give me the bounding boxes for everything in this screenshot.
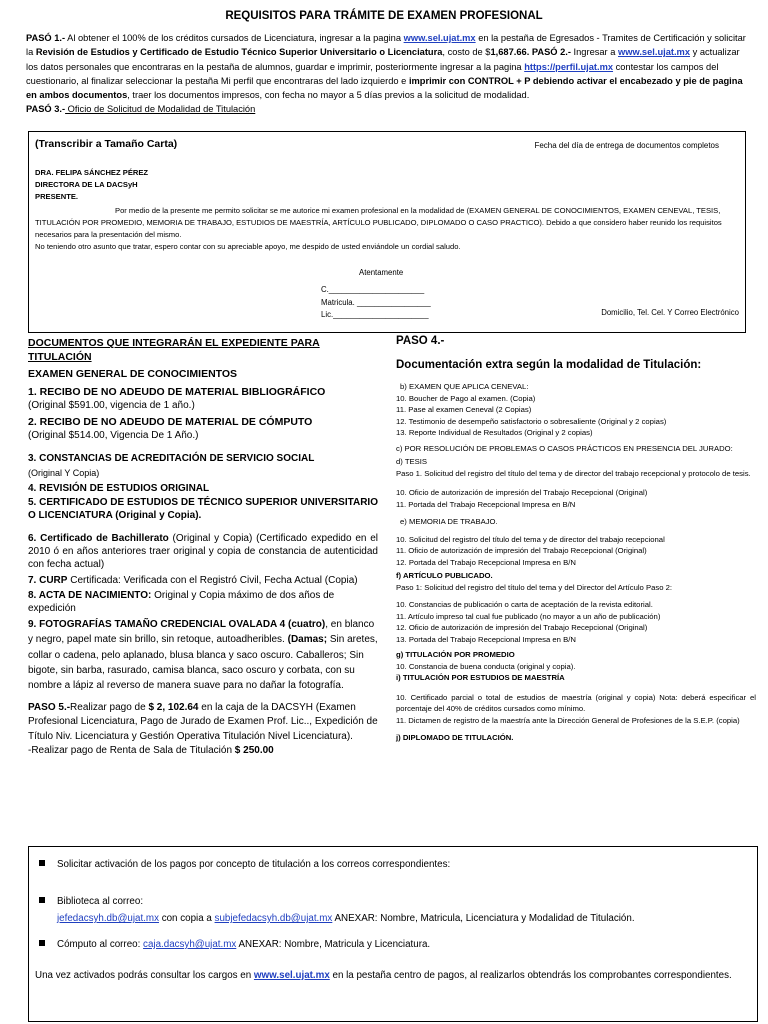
diplomado-title: j) DIPLOMADO DE TITULACIÓN. [396,733,514,742]
addressee-name: DRA. FELIPA SÁNCHEZ PÉREZ [35,168,149,177]
biblioteca-anexar-text: ANEXAR: Nombre, Matricula, Licenciatura y Modalidad de Titulación. [332,913,635,924]
paso1-text-c: , costo de $ [442,47,491,58]
item-4-title: 4. REVISIÓN DE ESTUDIOS ORIGINAL [28,483,210,495]
item-8 [28,589,378,615]
paso1-end: . [526,47,530,58]
item-3-title: 3. CONSTANCIAS DE ACREDITACIÓN DE SERVICIO SOCIAL [28,453,315,465]
final-note-text-b: en la pestaña centro de pagos, al realizarlos obtendrás los comprobantes correspondientes. [329,970,732,981]
maestria-item-10: 10. Certificado parcial o total de estudios de maestría (original y copia) Nota: deberá especificar el porcentaje del 40% de créditos cursados como mínimo. [396,692,756,713]
ceneval-title: b) EXAMEN QUE APLICA CENEVAL: [400,382,529,391]
sel-ujat-link[interactable]: www.sel.ujat.mx [403,33,476,43]
paso1-bold: Revisión de Estudios y Certificado de Estudio Técnico Superior Universitario o Licenciatura [35,47,443,58]
computo-anexar-text: ANEXAR: Nombre, Matricula y Licenciatura. [236,939,431,950]
letter-body [35,205,735,253]
item-7-text: Certificada: Verificada con el Registró Civil, Fecha Actual (Copia) [67,574,358,586]
final-note-text-a: Una vez activados podrás consultar los cargos en [35,970,254,981]
letter-body-paragraph-2: No teniendo otro asunto que tratar, espero contar con su apreciable apoyo, me despido de usted enviándole un cordial saludo. [35,242,461,251]
tesis-title: d) TESIS [396,457,428,466]
payment-activation-box [28,846,758,1022]
final-note [35,965,751,987]
intro-steps [26,31,746,117]
letter-atentamente: Atentamente [359,268,404,277]
biblioteca-email-link[interactable]: jefedacsyh.db@ujat.mx [57,913,159,924]
paso5-text-a: Realizar pago de [70,702,149,714]
articulo-title: f) ARTÍCULO PUBLICADO. [396,571,493,580]
item-9-text-b: Sin aretes, collar o cadena, pelo aplanado, blusa blanca y saco oscuro. Caballeros; Sin bigote, sin barba, rasurado, camisa blanca, saco oscuro y corbata, con su nombre a lápiz al reverso de manera suave para no dañar la fotografía. [28,634,378,692]
expediente-heading: DOCUMENTOS QUE INTEGRARÁN EL EXPEDIENTE PARA TITULACIÓN [28,337,320,363]
paso1-text-a: Al obtener el 100% de los créditos cursados de Licenciatura, ingresar a la pagina [65,33,404,43]
paso5 [28,701,378,758]
memoria-item-10: 10. Solicitud del registro del título del tema y de director del trabajo recepcional [396,534,665,544]
tesis-paso-1: Paso 1. Solicitud del registro del título del tema y de director del trabajo recepcional y protocolo de tesis. [396,468,751,478]
sel-ujat-link-2[interactable]: www.sel.ujat.mx [618,47,690,58]
item-9 [28,617,378,693]
maestria-item-11: 11. Dictamen de registro de la maestría ante la Dirección General de Profesiones de la S.E.P. (copia) [396,715,740,725]
memoria-item-12: 12. Portada del Trabajo Recepcional Impresa en B/N [396,557,576,567]
item-6-title: 6. Certificado de Bachillerato [28,533,169,545]
tesis-item-11: 11. Portada del Trabajo Recepcional Impresa en B/N [396,499,576,509]
articulo-item-11: 11. Artículo impreso tal cual fue publicado (no mayor a un año de publicación) [396,611,661,621]
computo-label: Cómputo al correo: [57,939,144,950]
letter-signature-lines [321,284,431,322]
paso3-text: Oficio de Solicitud de Modalidad de Titulación [65,104,256,115]
perfil-ujat-link[interactable]: https://perfil.ujat.mx [524,61,614,72]
ceneval-item-11: 11. Pase al examen Ceneval (2 Copias) [396,405,532,414]
letter-addressee [35,167,148,203]
paso2-bold: imprimir con CONTROL + P debiendo activar el encabezado y pie de pagina en ambos documentos [26,75,743,101]
expediente-subheading: EXAMEN GENERAL DE CONOCIMIENTOS [28,368,238,380]
modalidad-heading: Documentación extra según la modalidad de Titulación: [396,358,702,371]
paso2-text-b: y actualizar los datos personales que encontraras en la pestaña de alumnos, guardar e imprimir, posteriormente ingresar a la pagina [26,47,740,72]
paso2-label: PASÓ 2.- [529,47,571,58]
item-9-title: 9. FOTOGRAFÍAS TAMAÑO CREDENCIAL OVALADA 4 (cuatro) [28,619,326,631]
sign-name-line: C.______________________ [321,285,425,294]
item-3-text: (Original Y Copia) [28,468,100,479]
letter-title: (Transcribir a Tamaño Carta) [35,138,178,150]
articulo-item-10: 10. Constancias de publicación o carta de aceptación de la revista editorial. [396,600,653,609]
item-8-title: 8. ACTA DE NACIMIENTO: [28,589,152,601]
item-2-text: (Original $514.00, Vigencia De 1 Año.) [28,429,199,441]
articulo-paso-1: Paso 1: Solicitud del registro del título del tema y del Director del Artículo Paso 2: [396,582,673,592]
paso5-text-b: en la caja de la DACSYH (Examen Profesional Licenciatura, Pago de Jurado de Examen Prof. Lic.., Expedición de Título Niv. Licenciatura y Gestión Operativa Titulación Nivel Licenciatura). [28,702,378,742]
expediente-documents [28,336,378,758]
activation-item-request [39,859,450,870]
biblioteca-copy-email-link[interactable]: subjefedacsyh.db@ujat.mx [214,913,333,924]
sign-matricula-line: Matricula. _________________ [321,297,431,307]
maestria-title: i) TITULACIÓN POR ESTUDIOS DE MAESTRÍA [396,673,565,682]
item-6-text: (Original y Copia) (Certificado expedido en el 2010 ó en años anteriores traer original y copia de constancia de autenticidad con fecha actual) [28,533,378,571]
ceneval-item-13: 13. Reporte Individual de Resultados (Original y 2 copias) [396,428,593,437]
paso5-renta-amount: $ 250.00 [234,744,274,756]
bullet-icon [39,897,45,903]
computo-email-link[interactable]: caja.dacsyh@ujat.mx [143,939,237,950]
page-title: REQUISITOS PARA TRÁMITE DE EXAMEN PROFESIONAL [225,10,543,22]
paso2-text-d: , traer los documentos impresos, con fecha no mayor a 5 días previos a la solicitud de modalidad. [127,90,530,101]
promedio-item-10: 10. Constancia de buena conducta (original y copia). [396,661,576,671]
paso5-label: PASO 5.- [28,702,71,714]
paso2-text-a: Ingresar a [570,47,618,58]
biblioteca-copy-text: con copia a [158,913,215,924]
biblioteca-label: Biblioteca al correo: [57,896,144,907]
bullet-icon [39,940,45,946]
item-1-title: 1. RECIBO DE NO ADEUDO DE MATERIAL BIBLIOGRÁFICO [28,386,326,399]
paso5-amount: $ 2, 102.64 [148,702,199,714]
item-5-title: 5. CERTIFICADO DE ESTUDIOS DE TÉCNICO SUPERIOR UNIVERSITARIO O LICENCIATURA (Original y Copia). [28,496,378,521]
addressee-role: DIRECTORA DE LA DACSyH [35,180,138,189]
addressee-presente: PRESENTE. [35,192,79,201]
bullet-icon [39,860,45,866]
item-1-text: (Original $591.00, vigencia de 1 año.) [28,400,195,412]
ceneval-item-10: 10. Boucher de Pago al examen. (Copia) [396,393,536,403]
memoria-title: e) MEMORIA DE TRABAJO. [400,517,498,526]
letter-body-paragraph-1: Por medio de la presente me permito solicitar se me autorice mi examen profesional en la modalidad de (EXAMEN GENERAL DE CONOCIMIENTOS, EXAMEN CENEVAL, TESIS, TITULACIÓN POR PROMEDIO, MEMORIA DE TRABAJO, ESTUDIOS DE MAESTRÍA, ARTÍCULO PUBLICADO, DIPLOMADO O CASO PRACTICO). Debido a que considero haber reunido los requisitos necesarios para la presentación del mismo. [35,206,722,239]
letter-date: Fecha del día de entrega de documentos completos [534,141,719,150]
paso5-renta: -Realizar pago de Renta de Sala de Titulación [28,744,235,756]
ceneval-item-12: 12. Testimonio de desempeño satisfactorio o sobresaliente (Original y 2 copias) [396,416,667,426]
promedio-title: g) TITULACIÓN POR PROMEDIO [396,650,515,659]
item-8-text: Original y Copia máximo de dos años de expedición [28,589,335,615]
activation-item-computo [39,939,430,950]
item-7 [28,574,378,587]
paso1-cost: 1,687.66 [490,47,527,58]
paso1-text-b: en la pestaña de Egresados - Tramites de Certificación y solicitar la [26,33,746,58]
tesis-item-10: 10. Oficio de autorización de impresión del Trabajo Recepcional (Original) [396,488,648,497]
articulo-item-13: 13. Portada del Trabajo Recepcional Impresa en B/N [396,634,576,644]
modalidad-documents [396,336,756,744]
item-9-text-a: , en blanco y negro, papel mate sin brillo, sin retoque, autoadheribles. [28,619,375,646]
paso2-text-c: contestar los campos del cuestionario, al finalizar seleccionar la pestaña Mi perfil que encontraras del lado izquierdo e [26,61,719,86]
paso4-label: PASO 4.- [396,335,445,347]
casos-practicos-title: c) POR RESOLUCIÓN DE PROBLEMAS O CASOS PRÁCTICOS EN PRESENCIA DEL JURADO: [396,443,733,453]
sel-ujat-pagos-link[interactable]: www.sel.ujat.mx [253,970,330,981]
letter-domicilio: Domicilio, Tel. Cel. Y Correo Electrónico [601,308,739,317]
paso1-label: PASÓ 1.- [26,33,66,43]
sign-lic-line: Lic.______________________ [321,310,429,319]
item-2-title: 2. RECIBO DE NO ADEUDO DE MATERIAL DE CÓMPUTO [28,415,313,428]
item-9-damas: (Damas; [287,634,328,646]
letter-template-box [28,131,746,333]
activation-request-text: Solicitar activación de los pagos por concepto de titulación a los correos correspondientes: [57,859,451,870]
memoria-item-11: 11. Oficio de autorización de impresión del Trabajo Recepcional (Original) [396,546,647,555]
item-6 [28,532,378,572]
item-7-title: 7. CURP [28,574,68,586]
activation-item-biblioteca [39,893,635,927]
paso3-label: PASÓ 3.- [26,104,66,115]
articulo-item-12: 12. Oficio de autorización de impresión del Trabajo Recepcional (Original) [396,623,648,632]
